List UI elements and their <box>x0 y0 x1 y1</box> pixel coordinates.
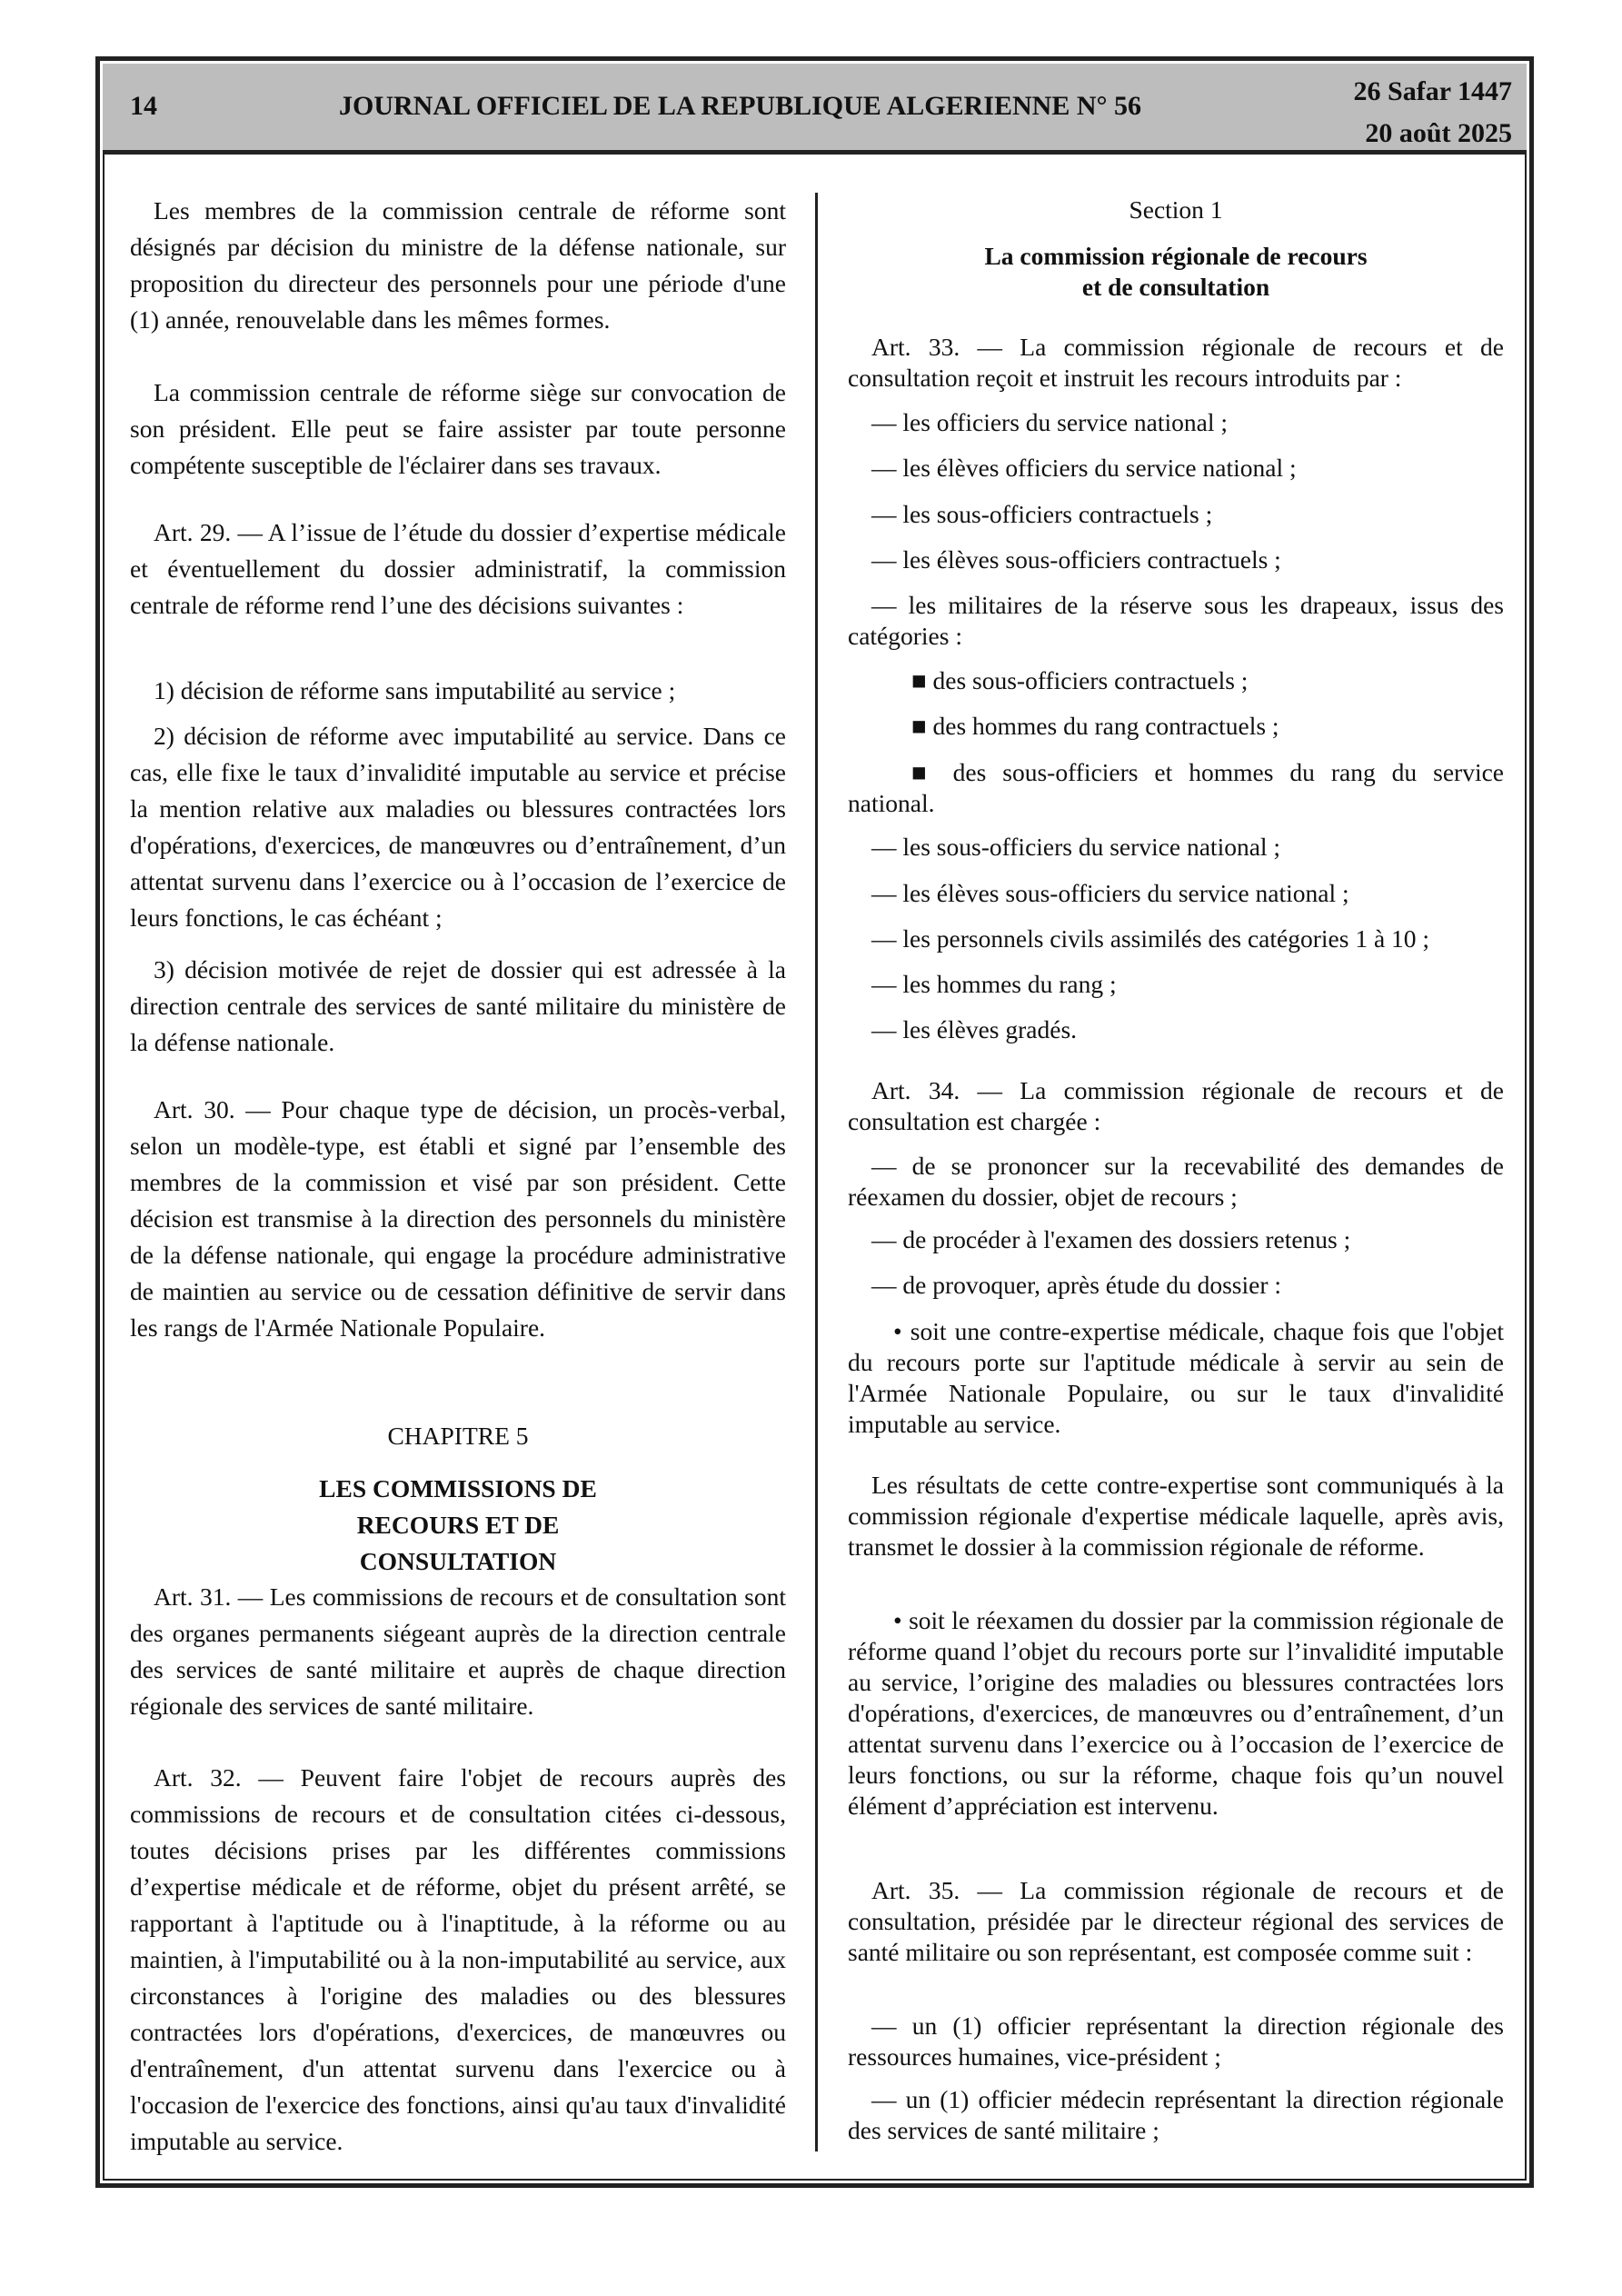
section-title: La commission régionale de recours et de consultation <box>984 242 1368 301</box>
article-29: Art. 29. — A l’issue de l’étude du dossier d’expertise médicale et éventuellement du dossier administratif, la commission centrale de réforme rend l’une des décisions suivantes : <box>130 518 786 619</box>
date-hijri: 26 Safar 1447 <box>1353 76 1512 106</box>
paragraph: Les membres de la commission centrale de réforme sont désignés par décision du ministre de la défense nationale, sur proposition du directeur des personnels pour une période d'une (1) année, renouvelable dans les mêmes formes. <box>130 196 786 334</box>
journal-title: JOURNAL OFFICIEL DE LA REPUBLIQUE ALGERIENNE N° 56 <box>339 91 1141 121</box>
list-item: 3) décision motivée de rejet de dossier qui est adressée à la direction centrale des services de santé militaire du ministère de la défense nationale. <box>130 955 786 1056</box>
list-item: — les élèves gradés. <box>871 1015 1078 1043</box>
section-number: Section 1 <box>1129 195 1223 224</box>
issue-date <box>1354 71 1512 155</box>
list-item: — les officiers du service national ; <box>871 408 1229 436</box>
article-31: Art. 31. — Les commissions de recours et de consultation sont des organes permanents siégeant auprès de la direction centrale des services de santé militaire et auprès de chaque direction régionale des services de santé militaire. <box>130 1582 786 1720</box>
list-item: — les sous-officiers du service national ; <box>871 833 1281 861</box>
sub-list-item: ■ des hommes du rang contractuels ; <box>911 712 1279 740</box>
sub-list-item: ■ des sous-officiers contractuels ; <box>911 666 1249 694</box>
article-34: Art. 34. — La commission régionale de recours et de consultation est chargée : <box>848 1076 1504 1135</box>
page-number: 14 <box>130 91 157 121</box>
paragraph: Les résultats de cette contre-expertise sont communiqués à la commission régionale d'expertise médicale laquelle, après avis, transmet le dossier à la commission régionale de réforme. <box>848 1471 1504 1561</box>
article-33: Art. 33. — La commission régionale de recours et de consultation reçoit et instruit les recours introduits par : <box>848 333 1504 392</box>
list-item: — les élèves sous-officiers du service national ; <box>871 879 1349 907</box>
column-divider <box>815 193 818 2151</box>
date-gregorian: 20 août 2025 <box>1365 118 1512 148</box>
article-35: Art. 35. — La commission régionale de recours et de consultation, présidée par le directeur régional des services de santé militaire ou son représentant, est composée comme suit : <box>848 1876 1504 1966</box>
article-32: Art. 32. — Peuvent faire l'objet de recours auprès des commissions de recours et de consultation citées ci-dessous, toutes décisions prises par les différentes commissions d’expertise médicale et de réforme, objet du présent arrêté, se rapportant à l'aptitude ou à l'inaptitude, à la réforme ou au maintien, à l'imputabilité ou à la non-imputabilité au service, aux circonstances à l'origine des maladies ou des blessures contractées lors d'opérations, d'exercices, de manœuvres ou d'entraînement, d'un attentat survenu dans l'exercice ou à l'occasion de l'exercice des fonctions, ainsi qu'au taux d'invalidité imputable au service. <box>130 1763 786 2155</box>
list-item: — les hommes du rang ; <box>871 970 1117 998</box>
sub-list-item: ■ des sous-officiers et hommes du rang du service national. <box>848 758 1504 817</box>
list-item: — les sous-officiers contractuels ; <box>871 500 1213 528</box>
list-item: — de se prononcer sur la recevabilité des demandes de réexamen du dossier, objet de recours ; <box>848 1152 1504 1211</box>
list-item: — un (1) officier médecin représentant la direction régionale des services de santé militaire ; <box>848 2085 1504 2144</box>
list-item: — de procéder à l'examen des dossiers retenus ; <box>871 1225 1351 1253</box>
bullet-item: • soit le réexamen du dossier par la commission régionale de réforme quand l’objet du recours porte sur l’invalidité imputable au service, l’origine des maladies ou blessures contractées lors d'opérations, d'exercices, de manœuvres ou d’entraînement, d’un attentat survenu dans l’exercice ou à l’occasion de l’exercice de leurs fonctions, ou sur la réforme, chaque fois qu’un nouvel élément d’appréciation est intervenu. <box>848 1606 1504 1820</box>
list-item: — les militaires de la réserve sous les drapeaux, issus des catégories : <box>848 591 1504 650</box>
paragraph: La commission centrale de réforme siège sur convocation de son président. Elle peut se faire assister par toute personne compétente susceptible de l'éclairer dans ses travaux. <box>130 378 786 479</box>
list-item: 1) décision de réforme sans imputabilité au service ; <box>154 676 676 704</box>
list-item: — les élèves sous-officiers contractuels ; <box>871 545 1281 574</box>
list-item: — les élèves officiers du service national ; <box>871 454 1297 482</box>
list-item: — de provoquer, après étude du dossier : <box>871 1271 1281 1299</box>
list-item: — les personnels civils assimilés des catégories 1 à 10 ; <box>871 924 1430 953</box>
journal-header <box>103 64 1527 155</box>
list-item: — un (1) officier représentant la direction régionale des ressources humaines, vice-président ; <box>848 2011 1504 2071</box>
chapter-title: LES COMMISSIONS DE RECOURS ET DE CONSULTATION <box>319 1474 597 1575</box>
chapter-number: CHAPITRE 5 <box>387 1422 529 1450</box>
bullet-item: • soit une contre-expertise médicale, chaque fois que l'objet du recours porte sur l'aptitude médicale à servir au sein de l'Armée Nationale Populaire, ou sur le taux d'invalidité imputable au service. <box>848 1317 1504 1438</box>
list-item: 2) décision de réforme avec imputabilité au service. Dans ce cas, elle fixe le taux d’invalidité imputable au service et précise la mention relative aux maladies ou blessures contractées lors d'opérations, d'exercices, de manœuvres ou d’entraînement, d’un attentat survenu dans l’exercice ou à l’occasion de l’exercice de leurs fonctions, le cas échéant ; <box>130 722 786 932</box>
article-30: Art. 30. — Pour chaque type de décision, un procès-verbal, selon un modèle-type, est établi et signé par l’ensemble des membres de la commission et visé par son président. Cette décision est transmise à la direction des personnels du ministère de la défense nationale, qui engage la procédure administrative de maintien au service ou de cessation définitive de servir dans les rangs de l'Armée Nationale Populaire. <box>130 1095 786 1342</box>
